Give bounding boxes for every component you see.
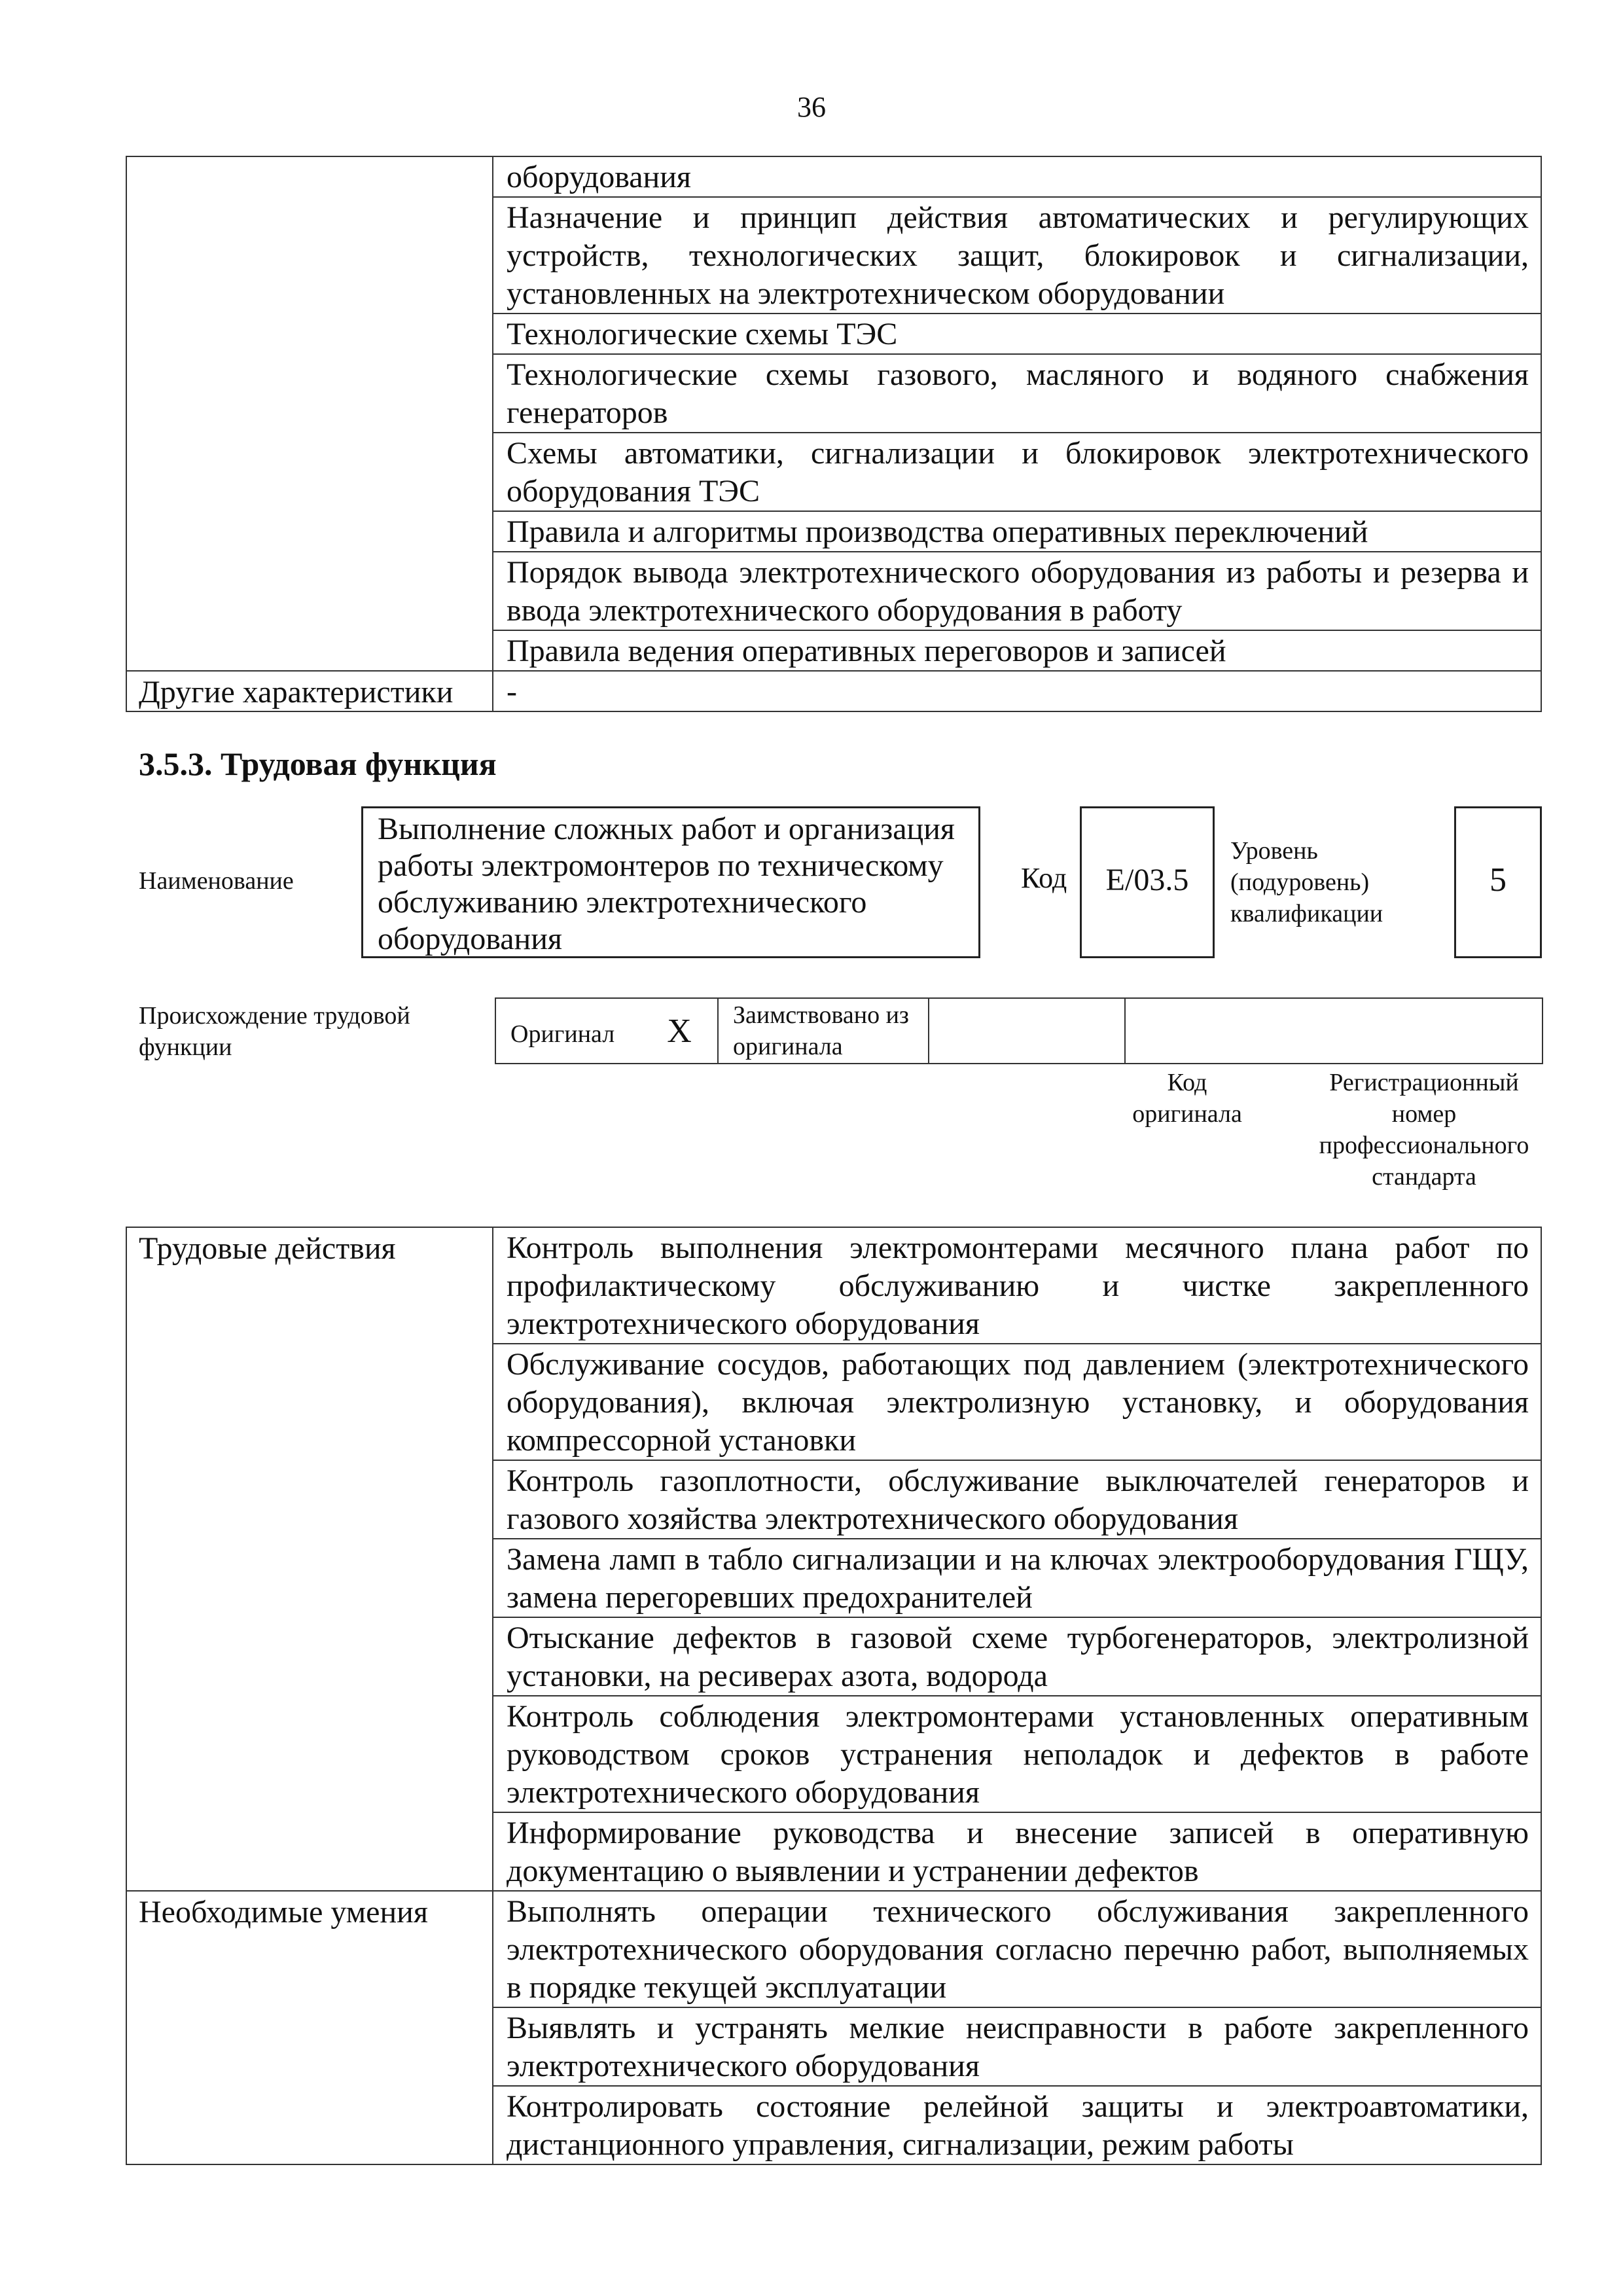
other-characteristics-label: Другие характеристики <box>126 671 493 711</box>
labour-action-item: Обслуживание сосудов, работающих под давлением (электротехнического оборудования), включая электролизную установку, и оборудования компрессорной установки <box>493 1344 1541 1460</box>
top-table <box>126 156 1542 712</box>
skill-item: Выявлять и устранять мелкие неисправности в работе закрепленного электротехнического оборудования <box>493 2007 1541 2086</box>
section-heading: 3.5.3. Трудовая функция <box>139 745 497 782</box>
reg-number-caption: Регистрационный номер профессионального стандарта <box>1319 1069 1529 1191</box>
labour-action-item: Информирование руководства и внесение записей в оперативную документацию о выявлении и устранении дефектов <box>493 1812 1541 1891</box>
labour-actions-label: Трудовые действия <box>126 1227 493 1891</box>
original-mark: X <box>667 1012 692 1050</box>
page-number: 36 <box>797 91 826 123</box>
original-label: Оригинал <box>510 1020 615 1048</box>
origin-borrowed-cell <box>718 998 929 1064</box>
name-label: Наименование <box>139 867 294 895</box>
skill-item: Контролировать состояние релейной защиты и электроавтоматики, дистанционного управления, сигнализации, режим работы <box>493 2086 1541 2164</box>
origin-original-cell <box>495 998 718 1064</box>
other-characteristics-value: - <box>493 671 1541 711</box>
labour-action-item: Контроль выполнения электромонтерами месячного плана работ по профилактическому обслуживанию и чистке закрепленного электротехнического оборудования <box>493 1227 1541 1344</box>
code-original-caption: Код оригинала <box>1132 1069 1242 1128</box>
top-table-empty-label <box>126 156 493 671</box>
borrowed-label: Заимствовано из оригинала <box>733 1001 909 1060</box>
top-table-item: Технологические схемы ТЭС <box>493 314 1541 354</box>
code-label: Код <box>1021 862 1067 894</box>
origin-code-cell <box>929 999 1126 1063</box>
level-value: 5 <box>1489 861 1507 899</box>
skill-item: Выполнять операции технического обслуживания закрепленного электротехнического оборудования согласно перечню работ, выполняемых в порядке текущей эксплуатации <box>493 1891 1541 2007</box>
top-table-item: Назначение и принцип действия автоматических и регулирующих устройств, технологических защит, блокировок и сигнализации, установленных на электротехническом оборудовании <box>493 197 1541 314</box>
required-skills-label: Необходимые умения <box>126 1891 493 2164</box>
labour-action-item: Замена ламп в табло сигнализации и на ключах электрооборудования ГЩУ, замена перегоревших предохранителей <box>493 1539 1541 1617</box>
top-table-item: Правила ведения оперативных переговоров и записей <box>493 630 1541 671</box>
labour-action-item: Отыскание дефектов в газовой схеме турбогенераторов, электролизной установки, на ресиверах азота, водорода <box>493 1617 1541 1696</box>
function-name-value: Выполнение сложных работ и организация работы электромонтеров по техническому обслуживанию электротехнического оборудования <box>378 812 955 956</box>
code-box <box>1080 806 1215 958</box>
origin-label: Происхождение трудовой функции <box>139 1002 410 1061</box>
origin-reg-cell <box>1126 999 1542 1063</box>
top-table-item: Схемы автоматики, сигнализации и блокировок электротехнического оборудования ТЭС <box>493 433 1541 511</box>
origin-table <box>495 997 1543 1064</box>
level-label: Уровень (подуровень) квалификации <box>1230 837 1383 927</box>
origin-code-reg-cells <box>929 998 1543 1064</box>
code-value: E/03.5 <box>1105 863 1189 897</box>
function-name-box <box>361 806 980 958</box>
main-table <box>126 1227 1542 2165</box>
top-table-item: Порядок вывода электротехнического оборудования из работы и резерва и ввода электротехнического оборудования в работу <box>493 552 1541 630</box>
top-table-item: оборудования <box>493 156 1541 197</box>
level-box <box>1454 806 1542 958</box>
labour-action-item: Контроль соблюдения электромонтерами установленных оперативным руководством сроков устранения неполадок и дефектов в работе электротехнического оборудования <box>493 1696 1541 1812</box>
top-table-item: Правила и алгоритмы производства оперативных переключений <box>493 511 1541 552</box>
labour-action-item: Контроль газоплотности, обслуживание выключателей генераторов и газового хозяйства электротехнического оборудования <box>493 1460 1541 1539</box>
top-table-item: Технологические схемы газового, масляного и водяного снабжения генераторов <box>493 354 1541 433</box>
